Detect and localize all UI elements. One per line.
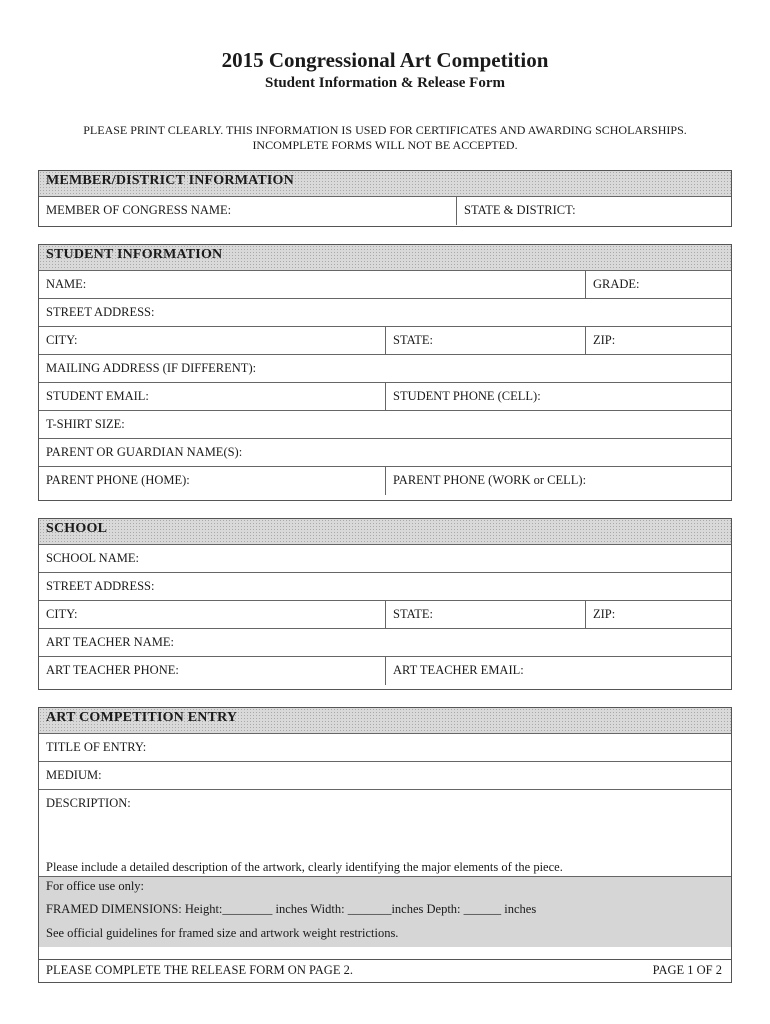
page-footer [38,959,732,983]
art-entry-section [38,707,732,960]
school-name-field[interactable]: SCHOOL NAME: [46,551,139,565]
student-city-row [39,327,731,355]
school-city-row [39,601,731,629]
member-name-field[interactable]: MEMBER OF CONGRESS NAME: [46,203,232,217]
description-field[interactable] [39,790,731,877]
office-use-label: For office use only: [46,879,145,893]
parent-work-phone-field[interactable]: PARENT PHONE (WORK or CELL): [385,467,731,495]
member-district-section [38,170,732,227]
school-street-row [39,573,731,601]
student-name-field[interactable]: NAME: [46,277,87,291]
school-state-field[interactable]: STATE: [385,601,585,628]
parent-home-phone-field[interactable]: PARENT PHONE (HOME): [46,473,190,487]
parent-phone-row [39,467,731,495]
state-district-field[interactable]: STATE & DISTRICT: [456,197,731,225]
instructions-line-1: PLEASE PRINT CLEARLY. THIS INFORMATION IS USED FOR CERTIFICATES AND AWARDING SCHOLARSHIPS. [83,123,687,137]
school-name-row [39,545,731,573]
member-district-heading: MEMBER/DISTRICT INFORMATION [39,171,731,197]
entry-title-field[interactable]: TITLE OF ENTRY: [46,740,147,754]
student-street-field[interactable]: STREET ADDRESS: [46,305,155,319]
parent-name-row [39,439,731,467]
student-zip-field[interactable]: ZIP: [585,327,731,354]
teacher-name-row [39,629,731,657]
school-street-field[interactable]: STREET ADDRESS: [46,579,155,593]
student-state-field[interactable]: STATE: [385,327,585,354]
framed-dimensions: FRAMED DIMENSIONS: Height:________ inches Width: _______inches Depth: ______ inches [46,902,537,916]
mailing-row [39,355,731,383]
page-number: PAGE 1 OF 2 [652,963,722,977]
office-use-box [39,877,731,947]
school-heading: SCHOOL [39,519,731,545]
form-subtitle: Student Information & Release Form [265,75,505,91]
parent-name-field[interactable]: PARENT OR GUARDIAN NAME(S): [46,445,243,459]
teacher-contact-row [39,657,731,685]
art-teacher-phone-field[interactable]: ART TEACHER PHONE: [46,663,179,677]
student-contact-row [39,383,731,411]
description-label: DESCRIPTION: [46,796,131,810]
school-section [38,518,732,690]
student-street-row [39,299,731,327]
form-title: 2015 Congressional Art Competition [221,48,549,72]
student-name-row [39,271,731,299]
art-entry-heading: ART COMPETITION ENTRY [39,708,731,734]
art-teacher-email-field[interactable]: ART TEACHER EMAIL: [385,657,731,685]
mailing-address-field[interactable]: MAILING ADDRESS (IF DIFFERENT): [46,361,257,375]
school-zip-field[interactable]: ZIP: [585,601,731,628]
entry-title-row [39,734,731,762]
member-row [39,197,731,225]
instructions [40,123,730,153]
medium-row [39,762,731,790]
school-city-field[interactable]: CITY: [46,607,78,621]
student-information-section [38,244,732,501]
student-phone-field[interactable]: STUDENT PHONE (CELL): [385,383,731,410]
release-form-note: PLEASE COMPLETE THE RELEASE FORM ON PAGE 2. [46,963,353,977]
grade-field[interactable]: GRADE: [585,271,731,298]
instructions-line-2: INCOMPLETE FORMS WILL NOT BE ACCEPTED. [252,138,518,152]
student-information-heading: STUDENT INFORMATION [39,245,731,271]
tshirt-size-field[interactable]: T-SHIRT SIZE: [46,417,125,431]
tshirt-row [39,411,731,439]
student-city-field[interactable]: CITY: [46,333,78,347]
medium-field[interactable]: MEDIUM: [46,768,102,782]
guidelines-note: See official guidelines for framed size and artwork weight restrictions. [46,926,399,940]
art-teacher-name-field[interactable]: ART TEACHER NAME: [46,635,174,649]
student-email-field[interactable]: STUDENT EMAIL: [46,389,149,403]
description-note: Please include a detailed description of the artwork, clearly identifying the major elements of the piece. [46,860,563,874]
